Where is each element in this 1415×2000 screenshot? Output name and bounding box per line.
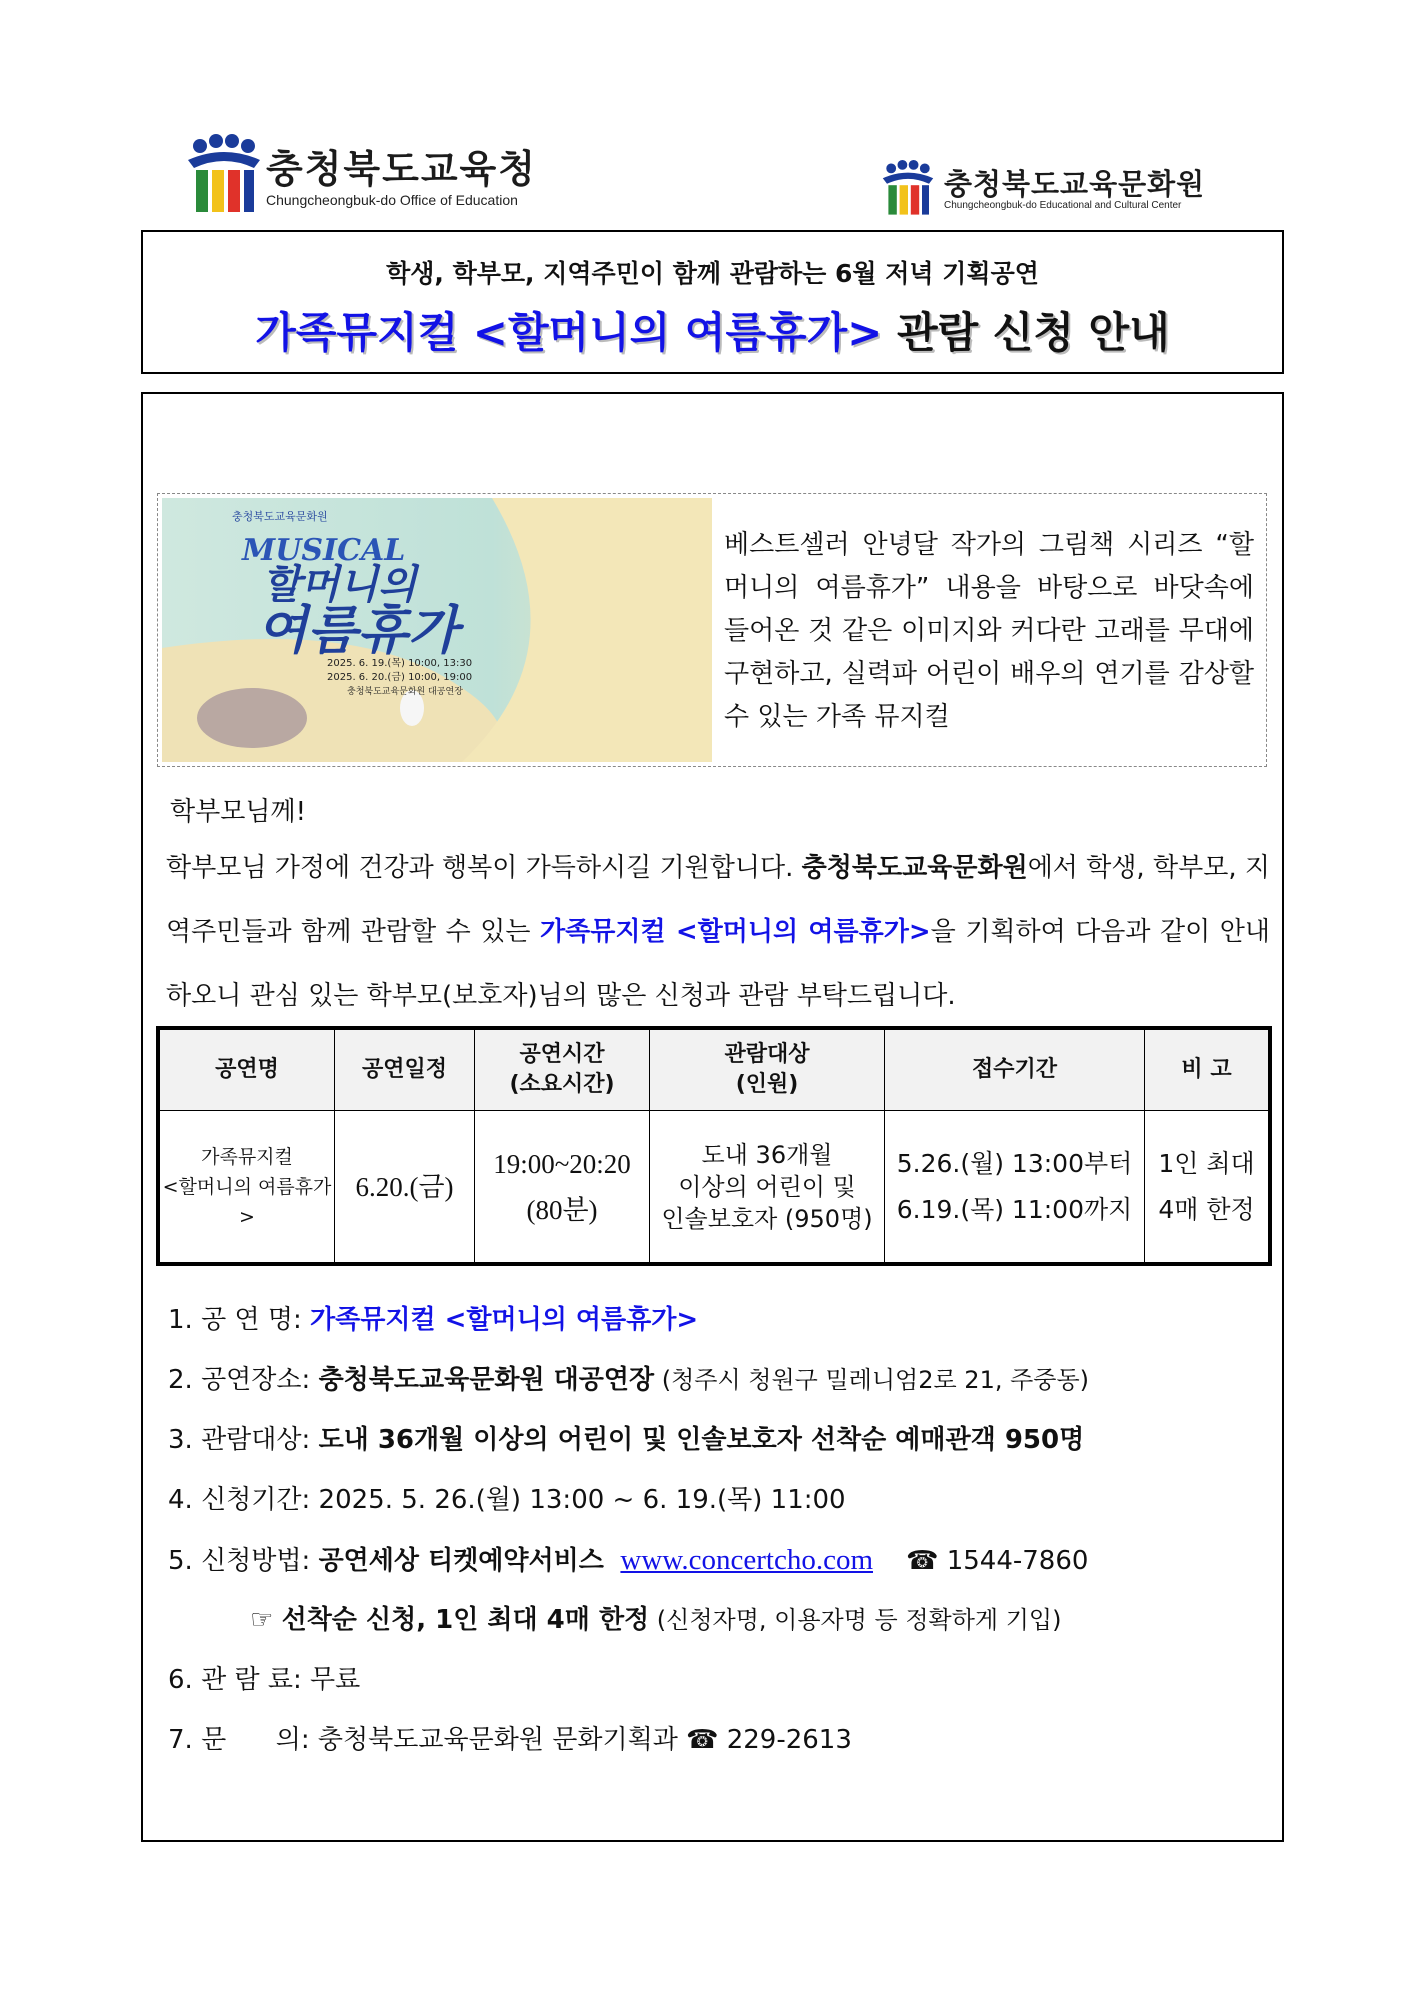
list-item-target: 3. 관람대상: 도내 36개월 이상의 어린이 및 인솔보호자 선착순 예매관객 950명 (168, 1425, 1085, 1455)
header-time: 공연시간 (소요시간) (475, 1030, 650, 1111)
poster-date2: 2025. 6. 20.(금) 10:00, 19:00 (327, 672, 473, 683)
header-date: 공연일정 (335, 1030, 475, 1111)
body-part3: 을 기획하여 다음과 같이 안내하오니 관심 있는 학부모(보호자)님의 많은 신청과 관람 부탁드립니다. (166, 917, 1270, 1011)
header-note: 비 고 (1145, 1030, 1269, 1111)
list-item-contact: 7. 문 의: 충청북도교육문화원 문화기획과 ☎ 229-2613 (168, 1725, 852, 1755)
intro-description: 베스트셀러 안녕달 작가의 그림책 시리즈 “할머니의 여름휴가” 내용을 바탕으로 바닷속에 들어온 것 같은 이미지와 커다란 고래를 무대에 구현하고, 실력파 어린이 배우의 연기를 감상할 수 있는 가족 뮤지컬 (724, 530, 1254, 732)
list-item-method: 5. 신청방법: 공연세상 티켓예약서비스 www.concertcho.com ☎ 1544-7860 (168, 1544, 1089, 1576)
people-emblem-icon (878, 160, 938, 216)
body-paragraph (166, 836, 1270, 1028)
title-box (141, 230, 1284, 374)
body-part2: 에서 학생, 학부모, 지역주민들과 함께 관람할 수 있는 (166, 853, 1270, 947)
header-name: 공연명 (160, 1030, 335, 1111)
cell-note: 1인 최대 4매 한정 (1145, 1111, 1269, 1263)
document-subtitle: 학생, 학부모, 지역주민이 함께 관람하는 6월 저녁 기획공연 (386, 259, 1039, 288)
right-logo-name: 충청북도교육문화원 (944, 167, 1206, 201)
cultural-center-logo (878, 160, 1258, 216)
office-of-education-logo (186, 134, 566, 216)
list-item-title: 1. 공 연 명: 가족뮤지컬 <할머니의 여름휴가> (168, 1305, 699, 1335)
list-item-period: 4. 신청기간: 2025. 5. 26.(월) 13:00 ~ 6. 19.(목) 11:00 (168, 1485, 846, 1515)
list-item-fee: 6. 관 람 료: 무료 (168, 1665, 361, 1695)
poster-musical-label: MUSICAL (242, 533, 406, 568)
table-row (160, 1111, 1269, 1263)
cell-time: 19:00~20:20 (80분) (475, 1111, 650, 1263)
cell-name: 가족뮤지컬 <할머니의 여름휴가> (160, 1111, 335, 1263)
header-period: 접수기간 (885, 1030, 1145, 1111)
poster-org: 충청북도교육문화원 (232, 510, 328, 523)
poster-venue: 충청북도교육문화원 대공연장 (347, 687, 463, 697)
body-part1: 학부모님 가정에 건강과 행복이 가득하시길 기원합니다. (166, 853, 802, 883)
ticket-phone: ☎ 1544-7860 (906, 1546, 1089, 1576)
poster-title-line2: 여름휴가 (257, 601, 458, 661)
poster-title-line1: 할머니의 (262, 562, 417, 608)
list-item-method-note: ☞ 선착순 신청, 1인 최대 4매 한정 (신청자명, 이용자명 등 정확하게 기입) (250, 1605, 1062, 1635)
list-item-venue: 2. 공연장소: 충청북도교육문화원 대공연장 (청주시 청원구 밀레니엄2로 21, 주중동) (168, 1365, 1090, 1395)
intro-section (157, 493, 1267, 767)
cell-date: 6.20.(금) (335, 1111, 475, 1263)
cell-target: 도내 36개월 이상의 어린이 및 인솔보호자 (950명) (650, 1111, 885, 1263)
table-header-row (160, 1030, 1269, 1111)
left-logo-subtitle: Chungcheongbuk-do Office of Education (266, 192, 518, 208)
people-emblem-icon (186, 134, 262, 214)
title-musical-name: 가족뮤지컬 <할머니의 여름휴가> (255, 308, 883, 357)
body-org-name: 충청북도교육문화원 (801, 853, 1028, 883)
performance-table (156, 1026, 1272, 1266)
document-title (143, 300, 1282, 360)
cell-period: 5.26.(월) 13:00부터 6.19.(목) 11:00까지 (885, 1111, 1145, 1263)
body-musical-name: 가족뮤지컬 <할머니의 여름휴가> (539, 917, 931, 947)
right-logo-subtitle: Chungcheongbuk-do Educational and Cultural Center (944, 200, 1182, 211)
left-logo-name: 충청북도교육청 (266, 147, 537, 191)
musical-poster-image (162, 498, 712, 762)
header-target: 관람대상 (인원) (650, 1030, 885, 1111)
greeting: 학부모님께! (170, 797, 307, 827)
details-list (168, 1290, 1268, 1770)
ticket-site-link[interactable]: www.concertcho.com (620, 1544, 873, 1576)
title-rest: 관람 신청 안내 (882, 308, 1170, 357)
poster-date1: 2025. 6. 19.(목) 10:00, 13:30 (327, 658, 473, 669)
